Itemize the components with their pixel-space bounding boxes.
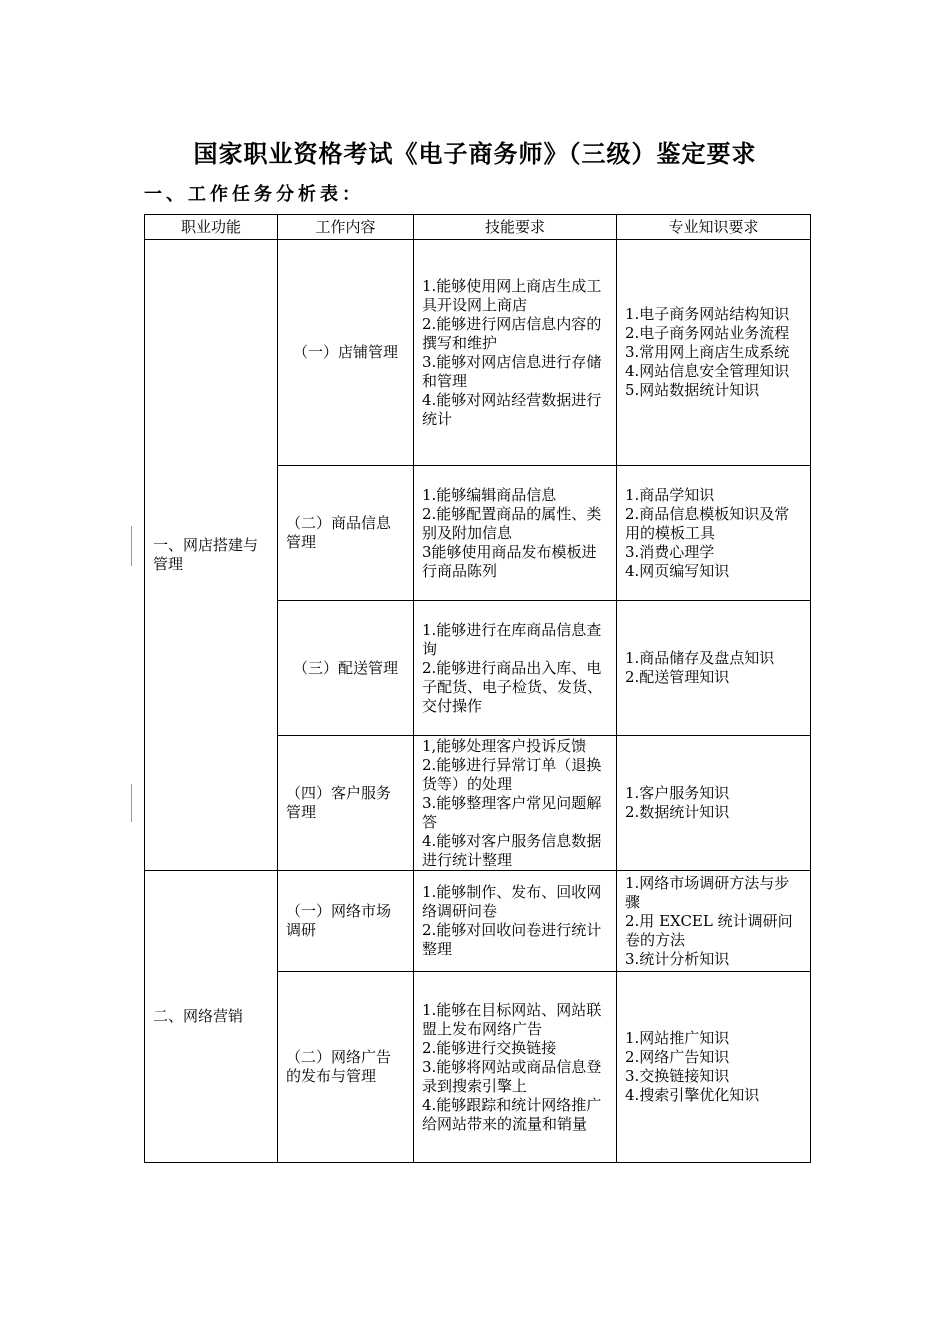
list-item: 2.商品信息模板知识及常用的模板工具: [625, 504, 790, 542]
skills-cell: [414, 736, 617, 871]
list-item: 2.数据统计知识: [625, 803, 730, 821]
list-item: 2.网络广告知识: [625, 1048, 730, 1066]
content-cell: （二）商品信息管理: [278, 466, 414, 601]
list-item: 1.商品学知识: [625, 485, 715, 504]
header-skills: 技能要求: [414, 215, 617, 240]
content-cell: （一）网络市场调研: [278, 871, 414, 972]
skills-cell: [414, 466, 617, 601]
list-item: 3.消费心理学: [625, 542, 715, 561]
list-item: 1.能够进行在库商品信息查询: [422, 620, 602, 658]
list-item: 2.电子商务网站业务流程: [625, 324, 790, 342]
list-item: 1.网络市场调研方法与步骤: [625, 873, 790, 911]
list-item: 4.能够对客户服务信息数据进行统计整理: [422, 831, 602, 869]
list-item: 4.能够对网站经营数据进行统计: [422, 390, 602, 428]
skills-cell: [414, 601, 617, 736]
list-item: 3.统计分析知识: [625, 949, 730, 968]
list-item: 1.电子商务网站结构知识: [625, 305, 790, 323]
list-item: 2.配送管理知识: [625, 668, 730, 686]
list-item: 2.能够进行异常订单（退换货等）的处理: [422, 755, 602, 793]
knowledge-cell: [617, 240, 811, 466]
content-cell: （三）配送管理: [278, 601, 414, 736]
knowledge-cell: [617, 972, 811, 1163]
table-row: [145, 871, 811, 972]
list-item: 1.能够在目标网站、网站联盟上发布网络广告: [422, 1000, 602, 1038]
list-item: 3.交换链接知识: [625, 1067, 730, 1085]
content-cell: （二）网络广告的发布与管理: [278, 972, 414, 1163]
function-cell: 二、网络营销: [145, 871, 278, 1163]
list-item: 2.能够对回收问卷进行统计整理: [422, 921, 602, 958]
list-item: 4.能够跟踪和统计网络推广给网站带来的流量和销量: [422, 1095, 602, 1133]
knowledge-cell: [617, 736, 811, 871]
content-cell: （四）客户服务管理: [278, 736, 414, 871]
function-cell: 一、网店搭建与管理: [145, 240, 278, 871]
list-item: 1,能够处理客户投诉反馈: [422, 736, 587, 755]
list-item: 4.网页编写知识: [625, 561, 730, 580]
section-heading: 一、工作任务分析表：: [144, 184, 364, 205]
header-knowledge: 专业知识要求: [617, 215, 811, 240]
knowledge-cell: [617, 466, 811, 601]
task-analysis-table: [144, 214, 811, 1163]
list-item: 1.能够制作、发布、回收网络调研问卷: [422, 883, 602, 920]
list-item: 2.能够配置商品的属性、类别及附加信息: [422, 504, 602, 542]
skills-cell: [414, 972, 617, 1163]
margin-mark: [131, 526, 132, 566]
list-item: 4.搜索引擎优化知识: [625, 1086, 760, 1104]
list-item: 2.能够进行交换链接: [422, 1038, 557, 1057]
list-item: 1.能够编辑商品信息: [422, 485, 557, 504]
list-item: 3能够使用商品发布模板进行商品陈列: [422, 542, 597, 580]
list-item: 3.能够整理客户常见问题解答: [422, 793, 602, 831]
list-item: 1.客户服务知识: [625, 784, 730, 802]
table-header-row: [145, 215, 811, 240]
list-item: 4.网站信息安全管理知识: [625, 362, 790, 380]
document-title: 国家职业资格考试《电子商务师》（三级）鉴定要求: [193, 140, 757, 168]
header-function: 职业功能: [145, 215, 278, 240]
knowledge-cell: [617, 601, 811, 736]
list-item: 2.能够进行商品出入库、电子配货、电子检货、发货、交付操作: [422, 658, 603, 715]
list-item: 1.能够使用网上商店生成工具开设网上商店: [422, 276, 602, 314]
list-item: 1.商品储存及盘点知识: [625, 649, 775, 667]
list-item: 1.网站推广知识: [625, 1029, 730, 1047]
skills-cell: [414, 240, 617, 466]
list-item: 3.常用网上商店生成系统: [625, 343, 790, 361]
skills-cell: [414, 871, 617, 972]
list-item: 3.能够将网站或商品信息登录到搜索引擎上: [422, 1057, 602, 1095]
table-row: [145, 240, 811, 466]
header-content: 工作内容: [278, 215, 414, 240]
margin-mark: [131, 784, 132, 822]
knowledge-cell: [617, 871, 811, 972]
list-item: 5.网站数据统计知识: [625, 381, 760, 399]
list-item: 3.能够对网店信息进行存储和管理: [422, 352, 602, 390]
list-item: 2.能够进行网店信息内容的撰写和维护: [422, 314, 602, 352]
list-item: 2.用 EXCEL 统计调研问卷的方法: [625, 911, 793, 949]
content-cell: （一）店铺管理: [278, 240, 414, 466]
